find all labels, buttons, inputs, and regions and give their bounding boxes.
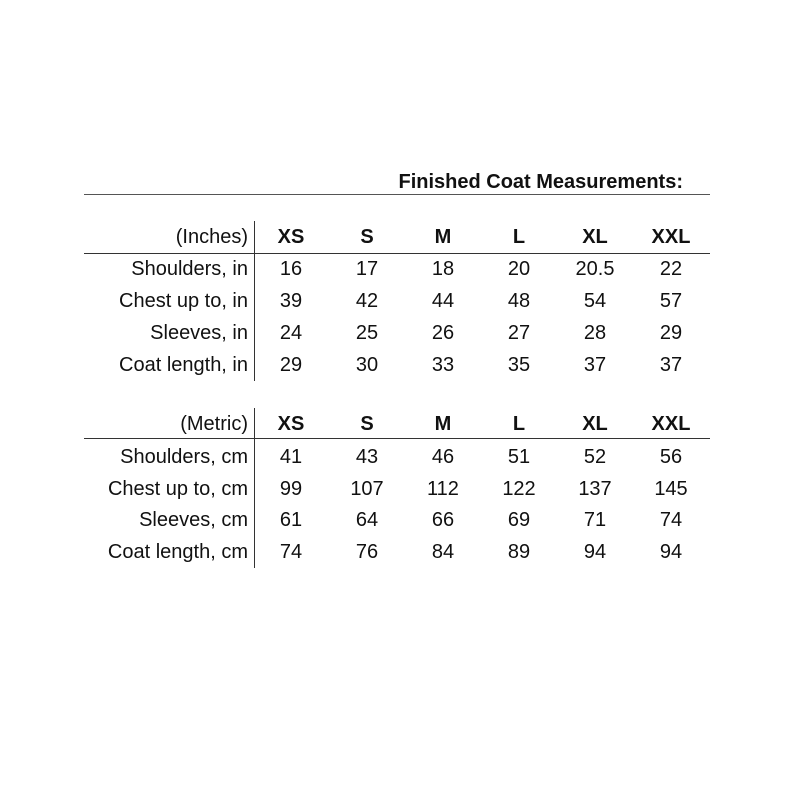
- table-cell: 107: [350, 478, 384, 500]
- table-cell: 99: [279, 478, 303, 500]
- metric-unit-label: (Metric): [180, 413, 248, 435]
- size-header-s: S: [360, 226, 374, 248]
- table-cell: 20.5: [575, 258, 615, 280]
- size-header-m: M: [434, 226, 452, 248]
- table-row: [84, 349, 710, 381]
- table-row: [84, 473, 710, 505]
- table-cell: 84: [431, 541, 455, 563]
- table-row: [84, 504, 710, 536]
- row-label: Coat length, cm: [107, 541, 248, 563]
- table-cell: 16: [279, 258, 303, 280]
- row-label: Shoulders, in: [131, 258, 248, 280]
- table-cell: 33: [431, 354, 455, 376]
- table-cell: 122: [502, 478, 536, 500]
- table-cell: 46: [431, 446, 455, 468]
- table-cell: 76: [355, 541, 379, 563]
- table-cell: 94: [659, 541, 683, 563]
- table-cell: 61: [279, 509, 303, 531]
- table-cell: 28: [583, 322, 607, 344]
- table-cell: 20: [507, 258, 531, 280]
- row-label: Coat length, in: [119, 354, 248, 376]
- table-cell: 35: [507, 354, 531, 376]
- table-cell: 43: [355, 446, 379, 468]
- table-cell: 39: [279, 290, 303, 312]
- row-label: Chest up to, cm: [107, 478, 248, 500]
- table-cell: 24: [279, 322, 303, 344]
- size-header-l: L: [512, 413, 526, 435]
- size-header-xl: XL: [582, 413, 608, 435]
- table-cell: 89: [507, 541, 531, 563]
- table-cell: 69: [507, 509, 531, 531]
- row-label: Sleeves, in: [150, 322, 248, 344]
- size-header-xs: XS: [277, 413, 305, 435]
- table-cell: 56: [659, 446, 683, 468]
- table-cell: 74: [659, 509, 683, 531]
- size-header-l: L: [512, 226, 526, 248]
- row-label: Chest up to, in: [119, 290, 248, 312]
- table-cell: 51: [507, 446, 531, 468]
- table-cell: 66: [431, 509, 455, 531]
- table-row: [84, 536, 710, 568]
- table-cell: 26: [431, 322, 455, 344]
- table-row: [84, 285, 710, 317]
- table-cell: 57: [659, 290, 683, 312]
- table-cell: 18: [431, 258, 455, 280]
- table-cell: 64: [355, 509, 379, 531]
- table-cell: 48: [507, 290, 531, 312]
- table-row: [84, 253, 710, 285]
- size-header-s: S: [360, 413, 374, 435]
- table-cell: 41: [279, 446, 303, 468]
- size-header-xxl: XXL: [651, 226, 691, 248]
- table-cell: 25: [355, 322, 379, 344]
- table-cell: 27: [507, 322, 531, 344]
- row-label: Sleeves, cm: [139, 509, 248, 531]
- size-header-xxl: XXL: [651, 413, 691, 435]
- table-cell: 71: [583, 509, 607, 531]
- table-cell: 52: [583, 446, 607, 468]
- inches-unit-label: (Inches): [175, 226, 248, 248]
- table-cell: 37: [659, 354, 683, 376]
- table-cell: 54: [583, 290, 607, 312]
- table-cell: 94: [583, 541, 607, 563]
- table-cell: 44: [431, 290, 455, 312]
- table-cell: 42: [355, 290, 379, 312]
- table-cell: 145: [654, 478, 688, 500]
- size-header-xl: XL: [582, 226, 608, 248]
- table-cell: 30: [355, 354, 379, 376]
- table-cell: 112: [427, 478, 459, 500]
- size-header-xs: XS: [277, 226, 305, 248]
- metric-header-row: [84, 408, 710, 440]
- size-header-m: M: [434, 413, 452, 435]
- table-row: [84, 441, 710, 473]
- table-title: Finished Coat Measurements:: [398, 171, 683, 193]
- table-cell: 37: [583, 354, 607, 376]
- table-row: [84, 317, 710, 349]
- row-label: Shoulders, cm: [120, 446, 248, 468]
- table-cell: 29: [279, 354, 303, 376]
- table-cell: 17: [355, 258, 379, 280]
- table-cell: 74: [279, 541, 303, 563]
- inches-header-row: [84, 221, 710, 253]
- table-cell: 22: [659, 258, 683, 280]
- title-divider: [84, 194, 710, 195]
- table-cell: 137: [578, 478, 612, 500]
- table-cell: 29: [659, 322, 683, 344]
